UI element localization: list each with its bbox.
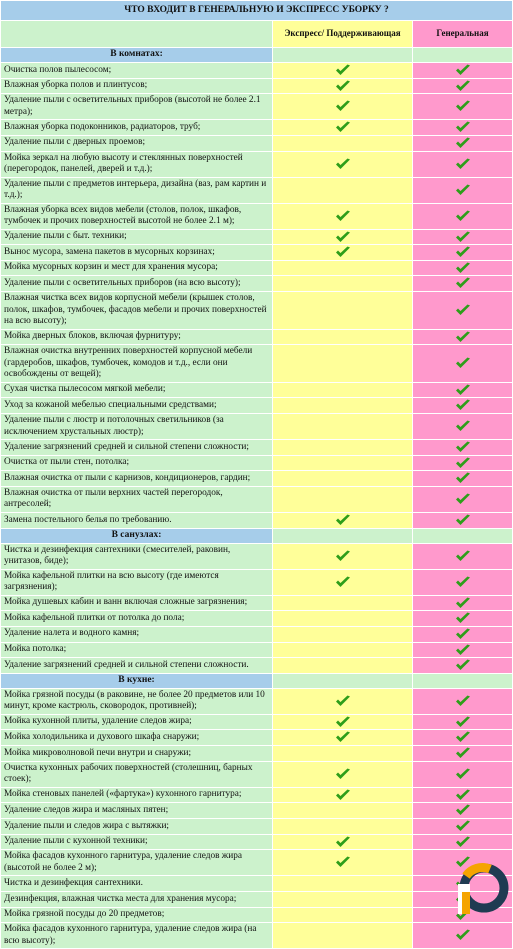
check-icon — [335, 550, 351, 562]
task-label: Удаление пыли с осветительных приборов (на всю высоту); — [1, 276, 273, 292]
task-label: Дезинфекция, влажная чистка места для хранения мусора; — [1, 891, 273, 907]
express-cell — [273, 626, 413, 642]
table-row — [1, 414, 513, 440]
check-icon — [455, 100, 471, 112]
table-row — [1, 486, 513, 512]
express-cell — [273, 787, 413, 803]
task-label: Удаление пыли и следов жира с вытяжки; — [1, 819, 273, 835]
general-cell — [413, 260, 513, 276]
express-cell — [273, 276, 413, 292]
task-label: Влажная уборка всех видов мебели (столов, полок, шкафов, тумбочек и прочих поверхностей высотой не более 2.1 м); — [1, 203, 273, 229]
check-icon — [335, 246, 351, 258]
general-cell — [413, 63, 513, 79]
table-row — [1, 398, 513, 414]
check-icon — [455, 820, 471, 832]
general-cell — [413, 440, 513, 456]
table-row — [1, 595, 513, 611]
check-icon — [455, 441, 471, 453]
check-icon — [455, 804, 471, 816]
table-row — [1, 260, 513, 276]
section-filler — [273, 48, 413, 63]
table-row — [1, 292, 513, 330]
general-cell — [413, 803, 513, 819]
check-icon — [455, 277, 471, 289]
task-label: Мойка грязной посуды до 20 предметов; — [1, 907, 273, 923]
check-icon — [335, 80, 351, 92]
general-cell — [413, 471, 513, 487]
express-cell — [273, 834, 413, 850]
check-icon — [455, 789, 471, 801]
express-cell — [273, 203, 413, 229]
general-cell — [413, 245, 513, 261]
general-cell — [413, 611, 513, 627]
express-cell — [273, 595, 413, 611]
general-cell — [413, 714, 513, 730]
table-row — [1, 850, 513, 876]
check-icon — [335, 158, 351, 170]
general-cell — [413, 276, 513, 292]
section-header-row — [1, 48, 513, 63]
check-icon — [455, 731, 471, 743]
task-label: Удаление следов жира и масляных пятен; — [1, 803, 273, 819]
task-label: Мойка кафельной плитки на всю высоту (где имеются загрязнения); — [1, 569, 273, 595]
table-row — [1, 455, 513, 471]
express-cell — [273, 761, 413, 787]
express-cell — [273, 260, 413, 276]
general-cell — [413, 923, 513, 949]
table-row — [1, 876, 513, 892]
task-label: Очистка кухонных рабочих поверхностей (столешниц, барных стоек); — [1, 761, 273, 787]
table-row — [1, 746, 513, 762]
table-row — [1, 78, 513, 94]
task-label: Уход за кожаной мебелью специальными средствами; — [1, 398, 273, 414]
check-icon — [455, 659, 471, 671]
express-cell — [273, 850, 413, 876]
table-row — [1, 819, 513, 835]
table-row — [1, 714, 513, 730]
general-cell — [413, 730, 513, 746]
task-label: Влажная очистка от пыли верхних частей перегородок, антресолей; — [1, 486, 273, 512]
express-cell — [273, 819, 413, 835]
table-row — [1, 177, 513, 203]
check-icon — [455, 644, 471, 656]
express-cell — [273, 512, 413, 528]
check-icon — [335, 210, 351, 222]
task-label: Удаление пыли с осветительных приборов (высотой не более 2.1 метра); — [1, 94, 273, 120]
check-icon — [455, 747, 471, 759]
general-cell — [413, 329, 513, 345]
general-cell — [413, 398, 513, 414]
column-header-row — [1, 21, 513, 48]
table-row — [1, 923, 513, 949]
express-cell — [273, 151, 413, 177]
table-row — [1, 626, 513, 642]
general-cell — [413, 512, 513, 528]
check-icon — [455, 628, 471, 640]
express-cell — [273, 803, 413, 819]
express-cell — [273, 471, 413, 487]
task-label: Удаление загрязнений средней и сильной степени сложности. — [1, 658, 273, 674]
task-label: Замена постельного белья по требованию. — [1, 512, 273, 528]
task-label: Чистка и дезинфекция сантехники. — [1, 876, 273, 892]
check-icon — [455, 597, 471, 609]
task-label: Влажная очистка внутренних поверхностей корпусной мебели (гардеробов, шкафов, тумбочек, комодов и т.д., если они освобождены от вещей); — [1, 345, 273, 383]
check-icon — [335, 695, 351, 707]
express-cell — [273, 486, 413, 512]
task-label: Мойка кафельной плитки от потолка до пола; — [1, 611, 273, 627]
table-row — [1, 151, 513, 177]
table-row — [1, 569, 513, 595]
express-cell — [273, 63, 413, 79]
general-cell — [413, 151, 513, 177]
check-icon — [455, 304, 471, 316]
task-label: Мойка душевых кабин и ванн включая сложные загрязнения; — [1, 595, 273, 611]
table-row — [1, 63, 513, 79]
section-header-row — [1, 528, 513, 543]
check-icon — [455, 137, 471, 149]
check-icon — [335, 121, 351, 133]
express-cell — [273, 292, 413, 330]
check-icon — [455, 695, 471, 707]
table-row — [1, 803, 513, 819]
task-label: Удаление загрязнений средней и сильной степени сложности; — [1, 440, 273, 456]
section-filler — [273, 528, 413, 543]
table-row — [1, 203, 513, 229]
check-icon — [455, 158, 471, 170]
general-cell — [413, 345, 513, 383]
logo-icon — [456, 862, 508, 914]
check-icon — [455, 929, 471, 941]
express-cell — [273, 245, 413, 261]
table-row — [1, 276, 513, 292]
section-filler — [273, 673, 413, 688]
express-cell — [273, 876, 413, 892]
general-cell — [413, 229, 513, 245]
check-icon — [455, 121, 471, 133]
table-row — [1, 907, 513, 923]
task-label: Очистка от пыли стен, потолка; — [1, 455, 273, 471]
task-label: Мойка фасадов кухонного гарнитура, удаление следов жира (на всю высоту); — [1, 923, 273, 949]
task-label: Очистка полов пылесосом; — [1, 63, 273, 79]
section-title: В комнатах: — [1, 48, 273, 63]
express-cell — [273, 78, 413, 94]
check-icon — [335, 731, 351, 743]
general-cell — [413, 78, 513, 94]
check-icon — [335, 514, 351, 526]
table-row — [1, 658, 513, 674]
task-label: Удаление пыли с предметов интерьера, дизайна (ваз, рам картин и т.д.); — [1, 177, 273, 203]
table-row — [1, 440, 513, 456]
task-label: Удаление пыли с дверных проемов; — [1, 135, 273, 151]
express-cell — [273, 730, 413, 746]
table-row — [1, 94, 513, 120]
section-title: В санузлах: — [1, 528, 273, 543]
check-icon — [335, 231, 351, 243]
table-row — [1, 229, 513, 245]
column-header-general: Генеральная — [413, 21, 513, 48]
task-label: Мойка потолка; — [1, 642, 273, 658]
general-cell — [413, 819, 513, 835]
general-cell — [413, 595, 513, 611]
general-cell — [413, 414, 513, 440]
task-label: Мойка холодильника и духового шкафа снаружи; — [1, 730, 273, 746]
general-cell — [413, 569, 513, 595]
task-label: Чистка и дезинфекция сантехники (смесителей, раковин, унитазов, биде); — [1, 543, 273, 569]
task-label: Мойка кухонной плиты, удаление следов жира; — [1, 714, 273, 730]
check-icon — [455, 612, 471, 624]
general-cell — [413, 135, 513, 151]
general-cell — [413, 688, 513, 714]
table-row — [1, 761, 513, 787]
table-row — [1, 642, 513, 658]
task-label: Мойка зеркал на любую высоту и стеклянных поверхностей (перегородок, панелей, дверей и т.д.); — [1, 151, 273, 177]
general-cell — [413, 761, 513, 787]
section-filler — [413, 528, 513, 543]
page-title: ЧТО ВХОДИТ В ГЕНЕРАЛЬНУЮ И ЭКСПРЕСС УБОРКУ ? — [1, 1, 513, 21]
table-row — [1, 543, 513, 569]
express-cell — [273, 642, 413, 658]
table-row — [1, 512, 513, 528]
task-label: Удаление пыли с быт. техники; — [1, 229, 273, 245]
express-cell — [273, 611, 413, 627]
general-cell — [413, 455, 513, 471]
check-icon — [335, 576, 351, 588]
general-cell — [413, 203, 513, 229]
check-icon — [455, 716, 471, 728]
check-icon — [455, 768, 471, 780]
section-header-row — [1, 673, 513, 688]
table-row — [1, 329, 513, 345]
express-cell — [273, 398, 413, 414]
general-cell — [413, 787, 513, 803]
table-row — [1, 135, 513, 151]
table-row — [1, 611, 513, 627]
task-label: Вынос мусора, замена пакетов в мусорных корзинах; — [1, 245, 273, 261]
general-cell — [413, 120, 513, 136]
express-cell — [273, 569, 413, 595]
task-label: Мойка мусорных корзин и мест для хранения мусора; — [1, 260, 273, 276]
section-filler — [413, 673, 513, 688]
express-cell — [273, 891, 413, 907]
general-cell — [413, 543, 513, 569]
task-label: Удаление пыли с люстр и потолочных светильников (за исключением хрустальных люстр); — [1, 414, 273, 440]
express-cell — [273, 382, 413, 398]
section-filler — [413, 48, 513, 63]
general-cell — [413, 177, 513, 203]
express-cell — [273, 329, 413, 345]
check-icon — [455, 576, 471, 588]
task-label: Мойка фасадов кухонного гарнитура, удаление следов жира (высотой не более 2 м); — [1, 850, 273, 876]
check-icon — [335, 836, 351, 848]
check-icon — [455, 457, 471, 469]
task-label: Удаление пыли с кухонной техники; — [1, 834, 273, 850]
express-cell — [273, 658, 413, 674]
express-cell — [273, 688, 413, 714]
check-icon — [335, 100, 351, 112]
table-row — [1, 730, 513, 746]
table-row — [1, 834, 513, 850]
section-title: В кухне: — [1, 673, 273, 688]
check-icon — [455, 399, 471, 411]
express-cell — [273, 345, 413, 383]
express-cell — [273, 440, 413, 456]
task-label: Влажная чистка всех видов корпусной мебели (крышек столов, полок, шкафов, тумбочек, фасадов мебели и прочих поверхностей на всю высоту); — [1, 292, 273, 330]
table-row — [1, 688, 513, 714]
express-cell — [273, 455, 413, 471]
table-row — [1, 382, 513, 398]
table-row — [1, 245, 513, 261]
task-label: Удаление налета и водного камня; — [1, 626, 273, 642]
check-icon — [455, 231, 471, 243]
check-icon — [455, 64, 471, 76]
check-icon — [455, 384, 471, 396]
check-icon — [455, 80, 471, 92]
task-label: Влажная очистка от пыли с карнизов, кондиционеров, гардин; — [1, 471, 273, 487]
check-icon — [455, 550, 471, 562]
table-row — [1, 120, 513, 136]
check-icon — [455, 836, 471, 848]
task-label: Мойка грязной посуды (в раковине, не более 20 предметов или 10 минут, кроме кастрюль, сковородок, противней); — [1, 688, 273, 714]
general-cell — [413, 642, 513, 658]
task-label: Мойка стеновых панелей («фартука») кухонного гарнитура; — [1, 787, 273, 803]
express-cell — [273, 135, 413, 151]
check-icon — [455, 514, 471, 526]
table-row — [1, 471, 513, 487]
express-cell — [273, 414, 413, 440]
check-icon — [335, 64, 351, 76]
general-cell — [413, 292, 513, 330]
express-cell — [273, 177, 413, 203]
check-icon — [455, 331, 471, 343]
table-body — [1, 1, 513, 949]
check-icon — [335, 856, 351, 868]
general-cell — [413, 834, 513, 850]
general-cell — [413, 486, 513, 512]
check-icon — [335, 789, 351, 801]
check-icon — [335, 716, 351, 728]
task-label: Влажная уборка полов и плинтусов; — [1, 78, 273, 94]
title-row — [1, 1, 513, 21]
general-cell — [413, 746, 513, 762]
check-icon — [455, 357, 471, 369]
check-icon — [455, 493, 471, 505]
express-cell — [273, 907, 413, 923]
check-icon — [455, 246, 471, 258]
table-row — [1, 891, 513, 907]
general-cell — [413, 382, 513, 398]
column-header-express: Экспресс/ Поддерживающая — [273, 21, 413, 48]
check-icon — [455, 184, 471, 196]
general-cell — [413, 626, 513, 642]
express-cell — [273, 120, 413, 136]
task-label: Сухая чистка пылесосом мягкой мебели; — [1, 382, 273, 398]
general-cell — [413, 658, 513, 674]
check-icon — [455, 420, 471, 432]
express-cell — [273, 543, 413, 569]
check-icon — [455, 262, 471, 274]
task-label: Мойка микроволновой печи внутри и снаружи; — [1, 746, 273, 762]
table-row — [1, 787, 513, 803]
express-cell — [273, 229, 413, 245]
table-row — [1, 345, 513, 383]
express-cell — [273, 746, 413, 762]
task-label: Влажная уборка подоконников, радиаторов, труб; — [1, 120, 273, 136]
task-label: Мойка дверных блоков, включая фурнитуру; — [1, 329, 273, 345]
express-cell — [273, 923, 413, 949]
express-cell — [273, 94, 413, 120]
header-blank-cell — [1, 21, 273, 48]
check-icon — [455, 210, 471, 222]
check-icon — [335, 768, 351, 780]
check-icon — [455, 472, 471, 484]
express-cell — [273, 714, 413, 730]
general-cell — [413, 94, 513, 120]
